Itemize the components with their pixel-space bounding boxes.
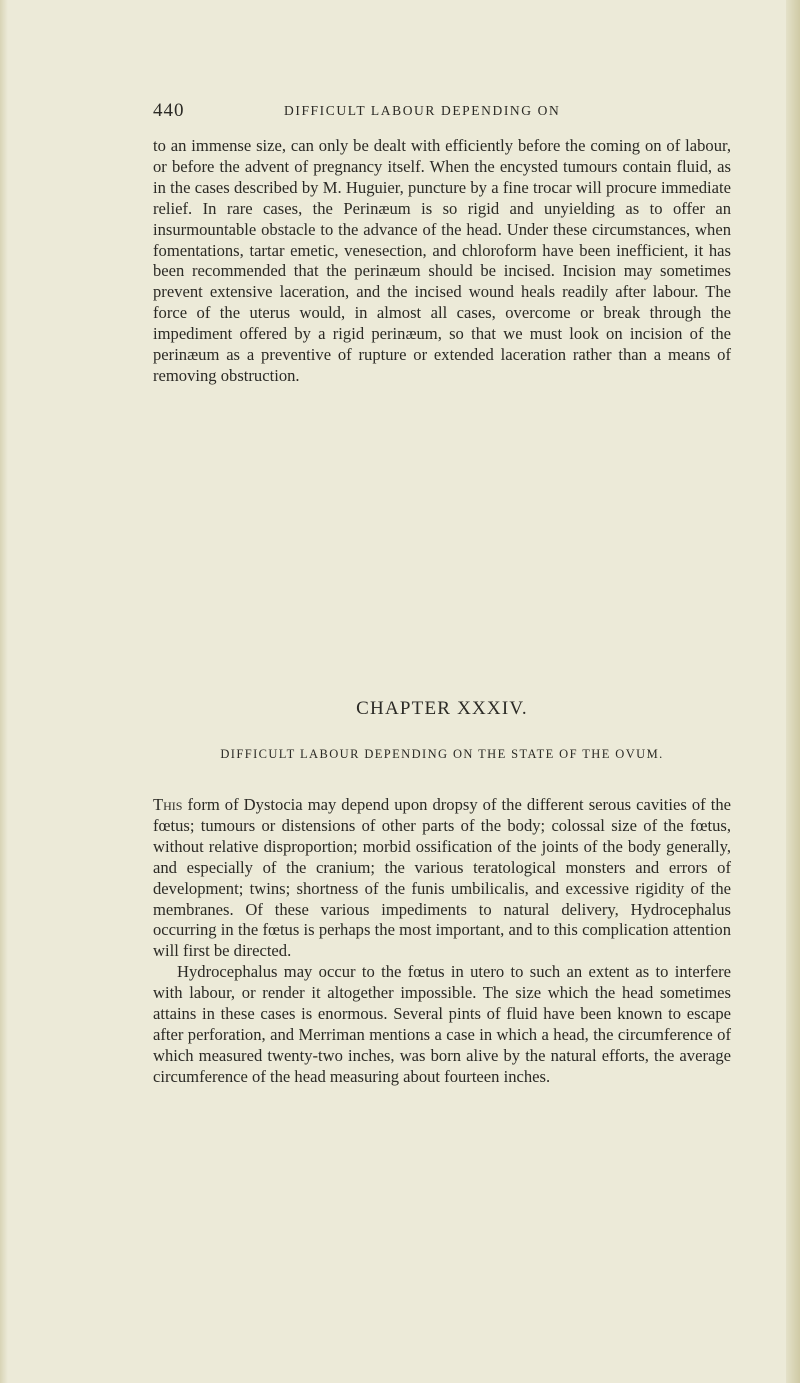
paragraph-hydrocephalus: Hydrocephalus may occur to the fœtus in utero to such an extent as to interfere with labour, or render it altogether impossible. The size which the head sometimes attains in these cases is enormous. Several pints of fluid have been known to escape after perforation, and Merriman mentions a case in which a head, the circumference of which measured twenty-two inches, was born alive by the natural efforts, the average circumference of the head measuring about fourteen inches. [153, 962, 731, 1086]
running-head [153, 100, 733, 124]
paragraph-dystocia-text: form of Dystocia may depend upon dropsy of the different serous cavities of the fœtus; tumours or distensions of other parts of the body; colossal size of the fœtus, without relative disproportion; morbid ossification of the joints of the body generally, and especially of the cranium; the various teratological monsters and errors of development; twins; shortness of the funis umbilicalis, and excessive rigidity of the membranes. Of these various impediments to natural delivery, Hydrocephalus occurring in the fœtus is perhaps the most important, and to this complication attention will first be directed. [153, 795, 731, 961]
text-block-top [153, 136, 731, 387]
text-block-bottom [153, 795, 731, 1088]
page-number: 440 [153, 100, 185, 121]
paragraph-continuation: to an immense size, can only be dealt with efficiently before the coming on of labour, or before the advent of pregnancy itself. When the encysted tumours contain fluid, as in the cases described by M. Huguier, puncture by a fine trocar will procure immediate relief. In rare cases, the Perinæum is so rigid and unyielding as to offer an insurmountable obstacle to the advance of the head. Under these circumstances, when fomentations, tartar emetic, venesection, and chloroform have been inefficient, it has been recommended that the perinæum should be incised. Incision may sometimes prevent extensive laceration, and the incised wound heals readily after labour. The force of the uterus would, in almost all cases, overcome or break through the impediment offered by a rigid perinæum, so that we must look on incision of the perinæum as a preventive of rupture or extended laceration rather than a means of removing obstruction. [153, 136, 731, 385]
page-edge-right [786, 0, 800, 1383]
running-title: DIFFICULT LABOUR DEPENDING ON [284, 103, 561, 118]
page-edge-left [0, 0, 8, 1383]
chapter-subtitle: DIFFICULT LABOUR DEPENDING ON THE STATE OF THE OVUM. [220, 747, 664, 761]
paragraph-dystocia [153, 795, 731, 962]
paragraph-first-word: This [153, 795, 183, 814]
chapter-heading: CHAPTER XXXIV. [356, 698, 528, 719]
